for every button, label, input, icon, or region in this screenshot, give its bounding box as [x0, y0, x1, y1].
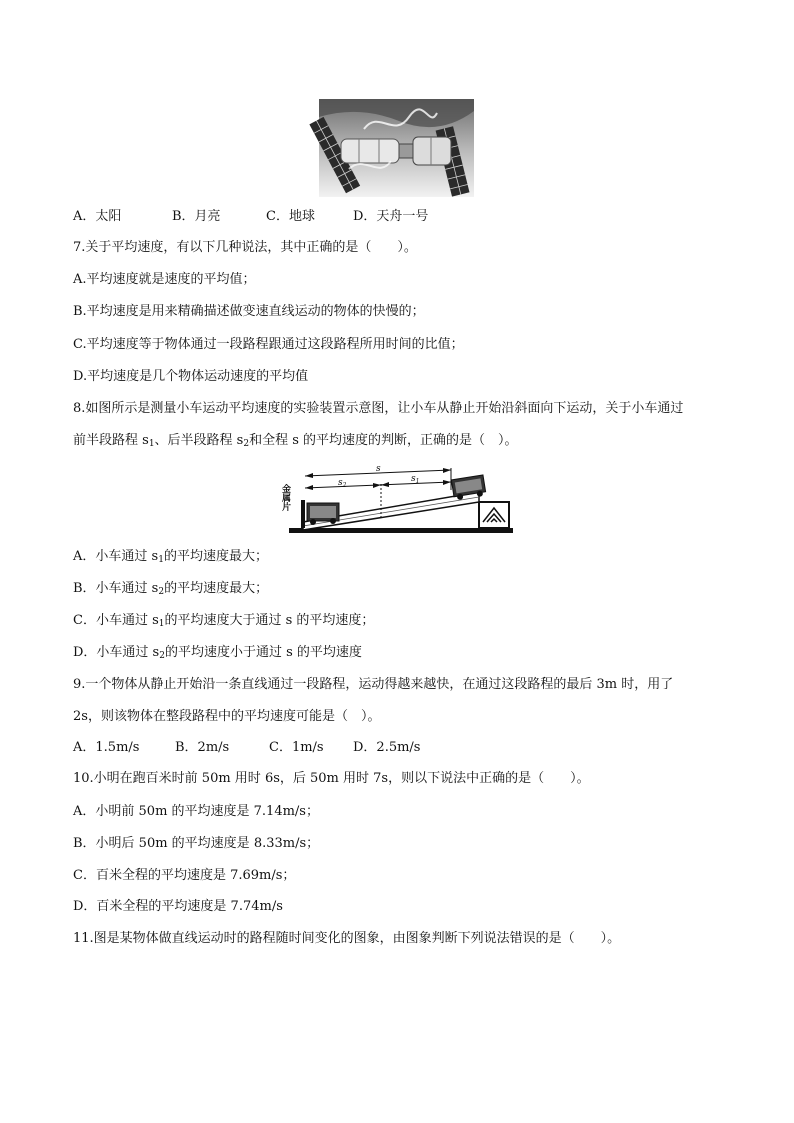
figure-label-s1: $s_1$ — [411, 474, 420, 485]
q7-option-c: C.平均速度等于物体通过一段路程跟通过这段路程所用时间的比值； — [73, 337, 464, 352]
q7-option-d: D.平均速度是几个物体运动速度的平均值 — [73, 369, 309, 384]
q10-option-d: D．百米全程的平均速度是 7.74m/s — [73, 899, 283, 914]
q7-option-a: A.平均速度就是速度的平均值； — [73, 272, 256, 287]
q8-stem-line2: 前半段路程 $s_1$、后半段路程 $s_2$和全程 s 的平均速度的判断，正确的是（ ）。 — [73, 433, 518, 449]
figure-metal-plate-label: 金属片 — [280, 484, 290, 511]
q10-option-c: C．百米全程的平均速度是 7.69m/s； — [73, 868, 296, 883]
q11-stem: 11.图是某物体做直线运动时的路程随时间变化的图象，由图象判断下列说法错误的是（ ）。 — [73, 931, 621, 946]
q7-option-b: B.平均速度是用来精确描述做变速直线运动的物体的快慢的； — [73, 304, 425, 319]
q6-option-c: C．地球 — [266, 209, 315, 224]
q6-option-a: A．太阳 — [73, 209, 122, 224]
q9-option-d: D．2.5m/s — [353, 740, 421, 755]
q9-option-c: C．1m/s — [269, 740, 324, 755]
q8-option-c: C．小车通过 $s_1$的平均速度大于通过 s 的平均速度； — [73, 613, 375, 629]
spacecraft-docking-photo — [319, 99, 474, 197]
incline-experiment-figure — [280, 464, 513, 538]
q7-stem: 7.关于平均速度，有以下几种说法，其中正确的是（ ）。 — [73, 240, 417, 255]
q6-option-d: D．天舟一号 — [353, 209, 429, 224]
q9-stem-line2: 2s，则该物体在整段路程中的平均速度可能是（ ）。 — [73, 709, 381, 724]
q9-stem-line1: 9.一个物体从静止开始沿一条直线通过一段路程，运动得越来越快，在通过这段路程的最后 3m 时，用了 — [73, 677, 674, 692]
q8-option-d: D．小车通过 $s_2$的平均速度小于通过 s 的平均速度 — [73, 645, 362, 661]
q8-option-b: B．小车通过 $s_2$的平均速度最大； — [73, 581, 269, 597]
q9-option-b: B．2m/s — [175, 740, 230, 755]
q10-option-b: B．小明后 50m 的平均速度是 8.33m/s； — [73, 836, 320, 851]
figure-label-s2: $s_2$ — [338, 478, 347, 489]
q10-option-a: A．小明前 50m 的平均速度是 7.14m/s； — [73, 804, 319, 819]
q10-stem: 10.小明在跑百米时前 50m 用时 6s，后 50m 用时 7s，则以下说法中正确的是（ ）。 — [73, 771, 590, 786]
q8-stem-line1: 8.如图所示是测量小车运动平均速度的实验装置示意图，让小车从静止开始沿斜面向下运动，关于小车通过 — [73, 401, 684, 416]
figure-label-s: s — [376, 464, 381, 474]
q9-option-a: A．1.5m/s — [73, 740, 140, 755]
q8-option-a: A．小车通过 $s_1$的平均速度最大； — [73, 549, 268, 565]
q6-option-b: B．月亮 — [172, 209, 221, 224]
